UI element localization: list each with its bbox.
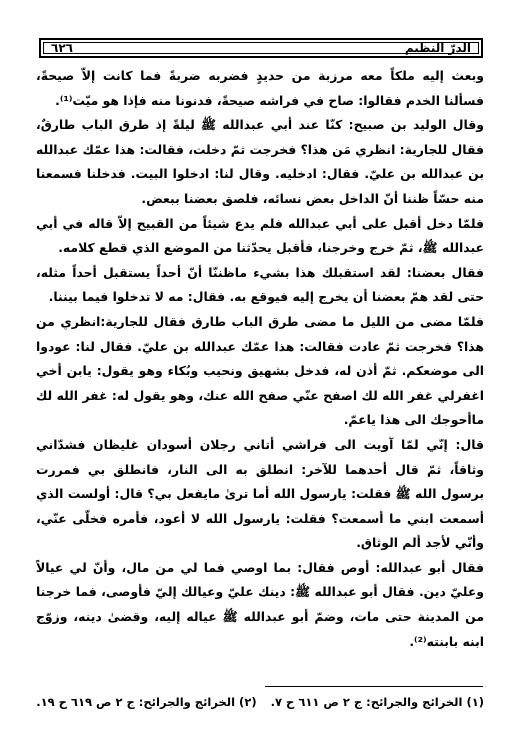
book-title: الدرّ النظيم <box>404 41 471 55</box>
page-header <box>39 38 483 58</box>
paragraph: فلمّا دخل أقبل على أبي عبدالله فلم يدع شيئاً من القبيح إلاّ قاله في أبي عبدالله ﷺ، ثمّ خرج وخرجنا، فأقبل يحدّثنا من الموضع الذي قطع كلامه. <box>36 215 484 256</box>
paragraph: فقال أبو عبدالله: أوص فقال: بما اوصي فما لي من مال، وأنّ لي عيالاً وعليّ دين. فقال أبو عبدالله ﷺ: دينك عليّ وعيالك إليّ فأوصى، فما خرجنا من المدينة حتى مات، وضمّ أبو عبدالله ﷺ عياله إليه، وقضىٰ دينه، وزوّج ابنه بابنته⁽²⁾. <box>36 559 484 649</box>
paragraph: قال: إنّي لمّا آويت الى فراشي أتاني رجلان أسودان غليظان فشدّاني وثاقاً، ثمّ قال أحدهما للآخر: انطلق به الى النار، فانطلق بي فمررت برسول الله ﷺ فقلت: يارسول الله أما ترىٰ مايفعل بي؟ قال: أولست الذي أسمعت ابني ما أسمعت؟ فقلت: يارسول الله لا أعود، فأمره فخلّى عنّي، وأنّي لأجد ألم الوثاق. <box>36 436 484 551</box>
footnote-divider <box>265 686 483 687</box>
footnote: (٢) الخرائج والجرائح: ج ٢ ص ٦١٩ ح ١٩. <box>36 695 257 709</box>
page-number: ٦٢٦ <box>51 41 73 55</box>
main-text <box>36 64 484 654</box>
paragraph: وبعث إليه ملكاً معه مرزبة من حديدٍ فضربه ضربةً فما كانت إلاّ صيحةً، فسألنا الخدم فقالوا: صاح في فراشه صيحةً، فدنونا منه فإذا هو ميّت⁽¹⁾. <box>36 68 484 108</box>
paragraph: وقال الوليد بن صبيح: كنّا عند أبي عبدالله ﷺ ليلةً إذ طرق الباب طارقٌ، فقال للجارية: انظري مَن هذا؟ فخرجت ثمّ دخلت، فقالت: هذا عمّك عبدالله بن عبدالله بن عليّ. فقال: ادخليه. وقال لنا: ادخلوا البيت. فدخلنا فسمعنا منه حسّاً ظننا أنّ الداخل بعض نسائه، فلصق بعضنا ببعض. <box>36 117 484 206</box>
footnotes <box>36 694 484 710</box>
paragraph: فقال بعضنا: لقد استقبلك هذا بشيء ماظننّا أنّ أحداً يستقبل أحداً مثله، حتى لقد همّ بعضنا أن يخرج إليه فيوقع به. فقال: مه لا تدخلوا فيما بيننا. <box>36 264 484 305</box>
footnote: (١) الخرائج والجرائح: ج ٢ ص ٦١١ ح ٧. <box>270 695 484 709</box>
paragraph: فلمّا مضى من الليل ما مضى طرق الباب طارق فقال للجارية:انظري من هذا؟ فخرجت ثمّ عادت فقالت: هذا عمّك عبدالله بن عليّ. فقال لنا: عودوا الى موضعكم. ثمّ أذن له، فدخل بشهيق ونحيب وبُكاء وهو يقول: يابن أخي اغفرلي غفر الله لك اصفح عنّي صفح الله عنك، وهو يقول له: غفر الله لك ماأحوجك الى هذا ياعمّ. <box>36 313 484 428</box>
